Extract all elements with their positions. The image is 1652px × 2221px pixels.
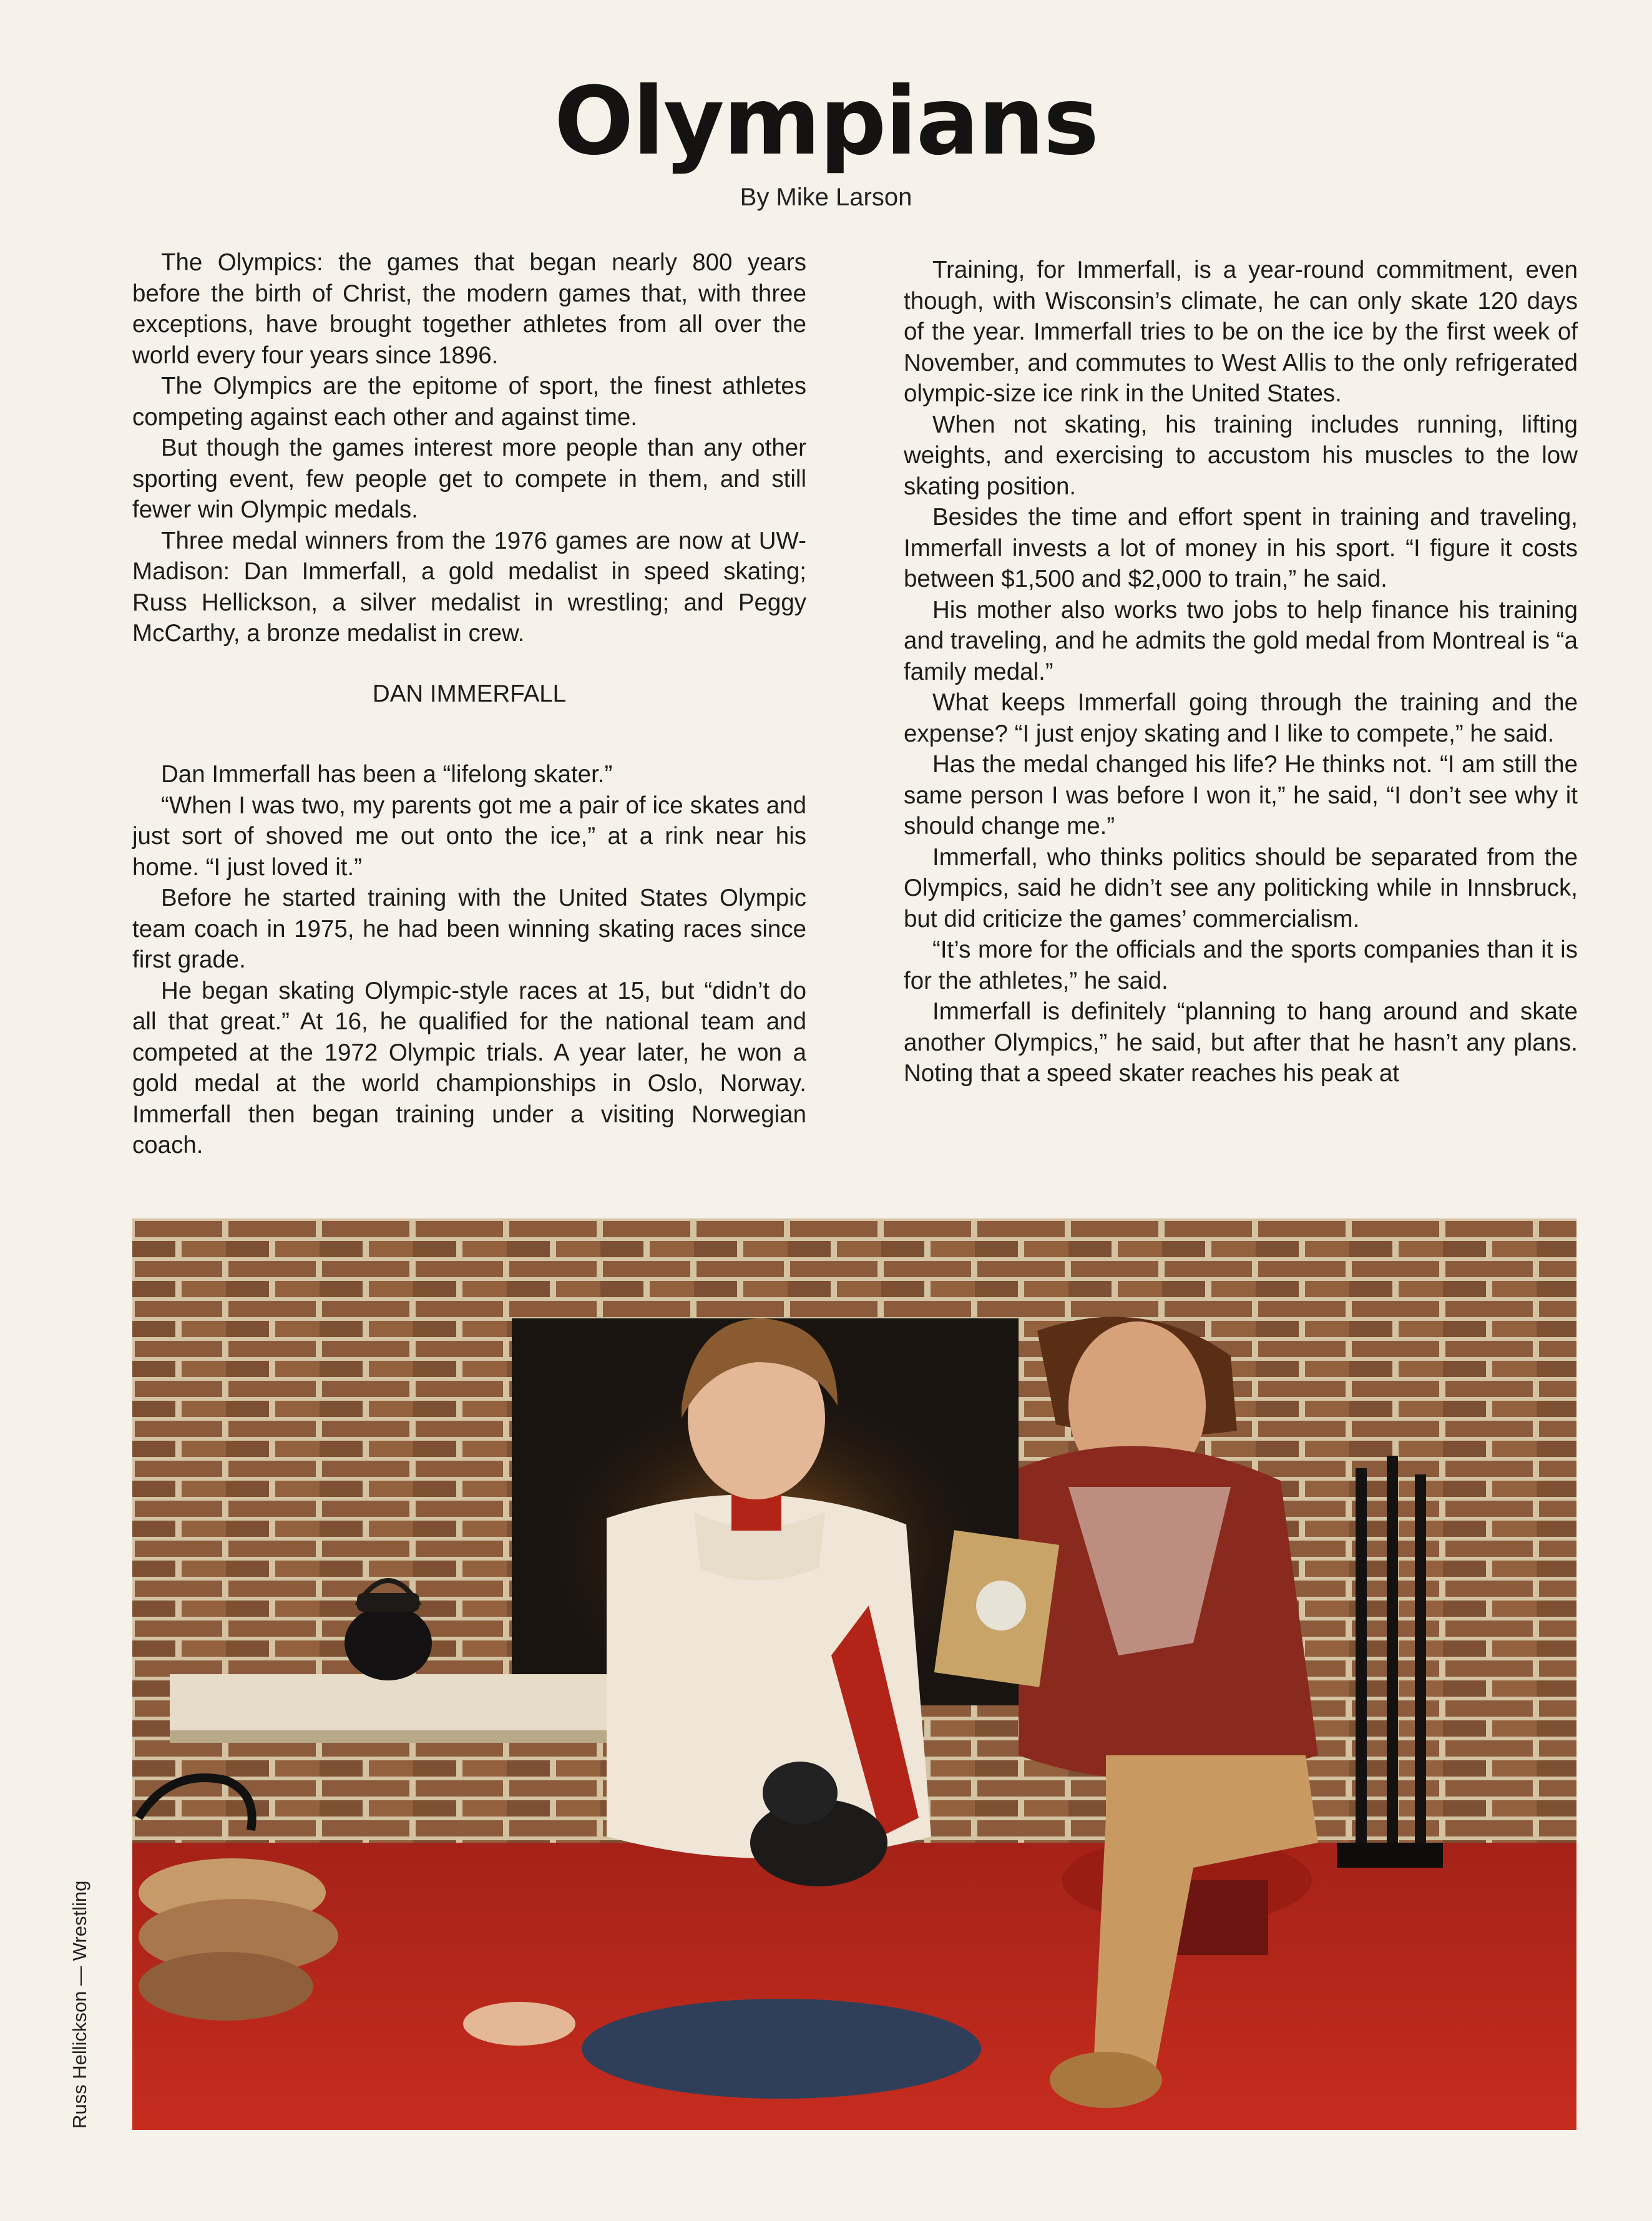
paragraph: What keeps Immerfall going through the training and the expense? “I just enjoy skating and I like to compete,” he said. [904, 689, 1578, 747]
paragraph: His mother also works two jobs to help finance his training and traveling, and he admits the gold medal from Montreal is “a family medal.” [904, 596, 1578, 685]
paragraph: Three medal winners from the 1976 games are now at UW-Madison: Dan Immerfall, a gold medalist in speed skating; Russ Hellickson, a silver medalist in wrestling; and Peggy McCarthy, a bronze medalist in crew. [132, 527, 806, 647]
photo-illustration [132, 1218, 1576, 2130]
photo-caption: Russ Hellickson — Wrestling [69, 1880, 90, 2129]
paragraph: “It’s more for the officials and the sports companies than it is for the athletes,” he said. [904, 936, 1578, 994]
paragraph: The Olympics are the epitome of sport, the finest athletes competing against each other and against time. [132, 373, 806, 431]
paragraph: The Olympics: the games that began nearly 800 years before the birth of Christ, the modern games that, with three exceptions, have brought together athletes from all over the world every four years since 1896. [132, 249, 806, 369]
paragraph: He began skating Olympic-style races at 15, but “didn’t do all that great.” At 16, he qualified for the national team and competed at the 1972 Olympic trials. A year later, he won a gold medal at the world championships in Oslo, Norway. Immerfall then began training under a visiting Norwegian coach. [132, 977, 806, 1159]
article-photo [132, 1218, 1576, 2130]
byline: By Mike Larson [740, 184, 912, 211]
right-column [904, 255, 1578, 1089]
paragraph: Training, for Immerfall, is a year-round commitment, even though, with Wisconsin’s climate, he can only skate 120 days of the year. Immerfall tries to be on the ice by the first week of November, and commutes to West Allis to the only refrigerated olympic-size ice rink in the United States. [904, 257, 1578, 407]
paragraph: Besides the time and effort spent in training and traveling, Immerfall invests a lot of money in his sport. “I figure it costs between $1,500 and $2,000 to train,” he said. [904, 504, 1578, 592]
paragraph: Has the medal changed his life? He thinks not. “I am still the same person I was before I won it,” he said, “I don’t see why it should change me.” [904, 751, 1578, 840]
paragraph: Dan Immerfall has been a “lifelong skater.” [161, 761, 613, 788]
paragraph: Immerfall is definitely “planning to hang around and skate another Olympics,” he said, but after that he hasn’t any plans. Noting that a speed skater reaches his peak at [904, 998, 1578, 1087]
paragraph: “When I was two, my parents got me a pair of ice skates and just sort of shoved me out onto the ice,” at a rink near his home. “I just loved it.” [132, 792, 806, 881]
section-subhead: DAN IMMERFALL [372, 680, 567, 707]
paragraph: Immerfall, who thinks politics should be separated from the Olympics, said he didn’t see any politicking while in Innsbruck, but did criticize the games’ commercialism. [904, 843, 1578, 933]
paragraph: But though the games interest more people than any other sporting event, few people get to compete in them, and still fewer win Olympic medals. [132, 434, 806, 523]
article-title: Olympians [554, 67, 1098, 176]
left-column [132, 247, 806, 1161]
paragraph: Before he started training with the United States Olympic team coach in 1975, he had been winning skating races since first grade. [132, 885, 806, 973]
paragraph: When not skating, his training includes running, lifting weights, and exercising to accustom his muscles to the low skating position. [904, 411, 1578, 500]
